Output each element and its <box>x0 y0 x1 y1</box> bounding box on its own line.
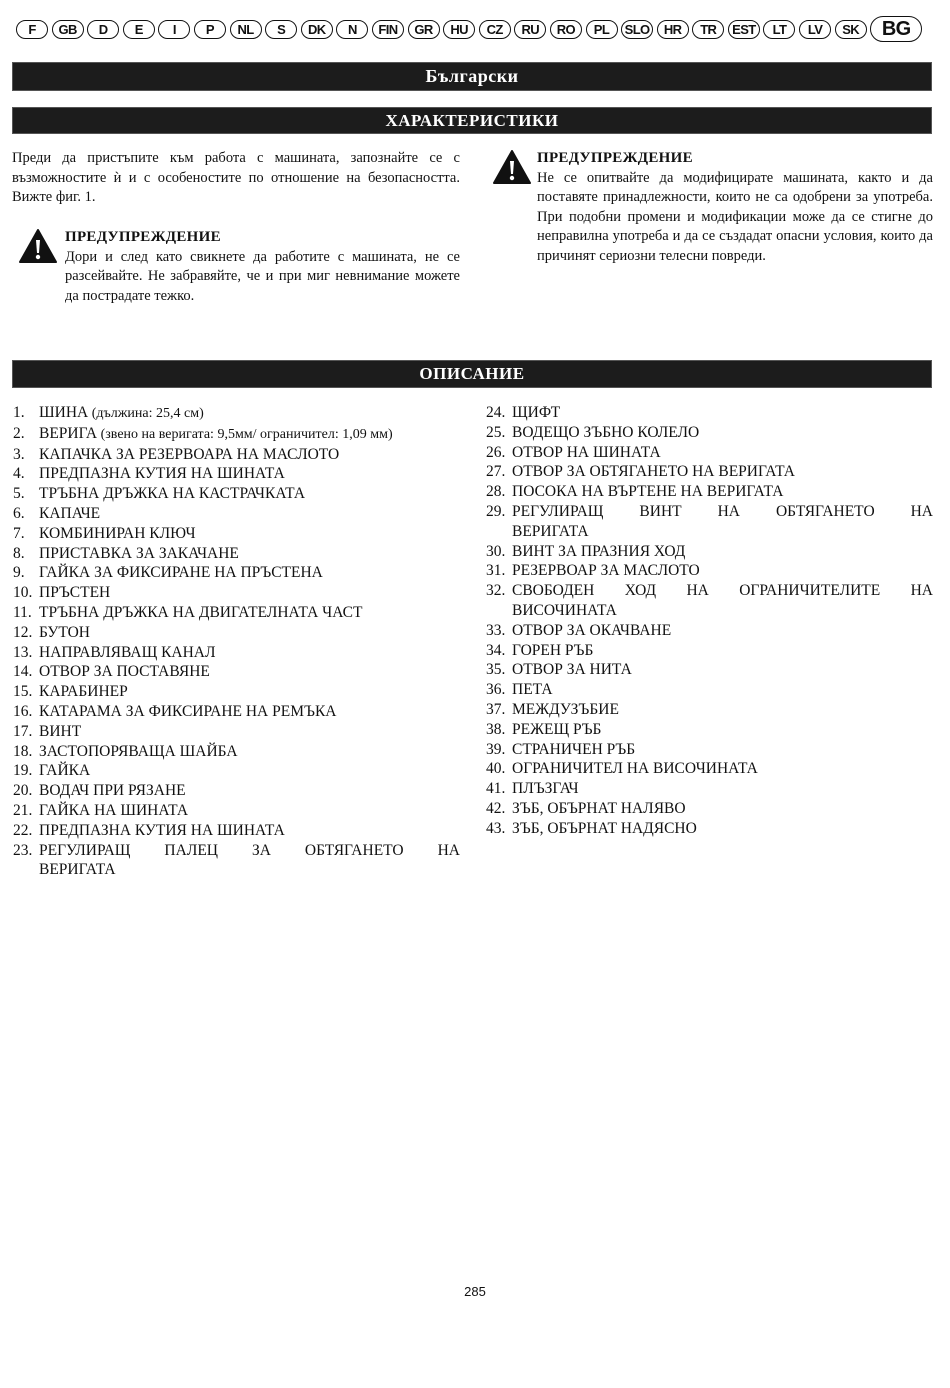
language-tab[interactable]: I <box>158 20 190 39</box>
warning-triangle-icon <box>18 228 58 264</box>
list-item: 32. СВОБОДЕН ХОД НА ОГРАНИЧИТЕЛИТЕ НА ВИСОЧИНАТА <box>486 582 933 619</box>
language-tab[interactable]: GB <box>52 20 84 39</box>
list-item: 11. ТРЪБНА ДРЪЖКА НА ДВИГАТЕЛНАТА ЧАСТ <box>13 603 363 621</box>
list-item: 10. ПРЪСТЕН <box>13 584 111 602</box>
list-item: 16. КАТАРАМА ЗА ФИКСИРАНЕ НА РЕМЪКА <box>13 702 337 720</box>
warning-text: Дори и след като свикнете да работите с машината, не се разсейвайте. Не забравяйте, че и при миг невнимание можете да пострадате тежко. <box>65 248 460 304</box>
list-item: 24. ЩИФТ <box>486 404 561 421</box>
language-tab[interactable]: RO <box>550 20 582 39</box>
language-tab-active[interactable]: BG <box>870 16 922 42</box>
list-item: 25. ВОДЕЩО ЗЪБНО КОЛЕЛО <box>486 423 700 441</box>
language-tab[interactable]: E <box>123 20 155 39</box>
language-tab[interactable]: F <box>16 20 48 39</box>
list-item: 18. ЗАСТОПОРЯВАЩА ШАЙБА <box>13 742 238 760</box>
language-selector <box>16 16 936 42</box>
list-item: 38. РЕЖЕЩ РЪБ <box>486 720 602 738</box>
list-item: 7. КОМБИНИРАН КЛЮЧ <box>13 524 196 542</box>
warning-block-1 <box>18 228 460 306</box>
list-item: 13. НАПРАВЛЯВАЩ КАНАЛ <box>13 643 216 661</box>
list-item: 17. ВИНТ <box>13 722 82 740</box>
list-item: 4. ПРЕДПАЗНА КУТИЯ НА ШИНАТА <box>13 465 285 483</box>
list-item: 22. ПРЕДПАЗНА КУТИЯ НА ШИНАТА <box>13 821 285 839</box>
list-item: 6. КАПАЧЕ <box>13 504 101 522</box>
section-heading-description: ОПИСАНИЕ <box>12 360 932 388</box>
parts-list-left <box>13 403 460 880</box>
list-item: 43. ЗЪБ, ОБЪРНАТ НАДЯСНО <box>486 819 697 837</box>
list-item: 1. ШИНА (дължина: 25,4 см) <box>13 404 204 421</box>
list-item: 23. РЕГУЛИРАЩ ПАЛЕЦ ЗА ОБТЯГАНЕТО НА ВЕРИГАТА <box>13 841 460 879</box>
language-tab[interactable]: DK <box>301 20 333 39</box>
language-title-banner: Български <box>12 62 932 91</box>
language-tab[interactable]: PL <box>586 20 618 39</box>
list-item: 14. ОТВОР ЗА ПОСТАВЯНЕ <box>13 663 210 681</box>
language-tab[interactable]: N <box>336 20 368 39</box>
list-item: 28. ПОСОКА НА ВЪРТЕНЕ НА ВЕРИГАТА <box>486 483 784 501</box>
list-item: 35. ОТВОР ЗА НИТА <box>486 661 632 679</box>
list-item: 37. МЕЖДУЗЪБИЕ <box>486 700 619 718</box>
list-item: 2. ВЕРИГА (звено на веригата: 9,5мм/ ограничител: 1,09 мм) <box>13 424 393 442</box>
list-item: 34. ГОРЕН РЪБ <box>486 641 594 659</box>
language-tab[interactable]: RU <box>514 20 546 39</box>
list-item: 30. ВИНТ ЗА ПРАЗНИЯ ХОД <box>486 542 686 560</box>
language-tab[interactable]: HU <box>443 20 475 39</box>
list-item: 26. ОТВОР НА ШИНАТА <box>486 443 661 461</box>
language-tab[interactable]: SK <box>835 20 867 39</box>
warning-block-2 <box>492 149 933 266</box>
list-item: 21. ГАЙКА НА ШИНАТА <box>13 801 189 819</box>
list-item: 20. ВОДАЧ ПРИ РЯЗАНЕ <box>13 782 186 800</box>
list-item: 3. КАПАЧКА ЗА РЕЗЕРВОАРА НА МАСЛОТО <box>13 445 340 463</box>
warning-text: Не се опитвайте да модифицирате машината, както и да поставяте принадлежности, които не са одобрени за употреба. При подобни промени и модификации може да се стигне до неправилна употреба и да се създадат опасни условия, които да причинят сериозни телесни повреди. <box>537 169 933 264</box>
language-tab[interactable]: GR <box>408 20 440 39</box>
list-item: 40. ОГРАНИЧИТЕЛ НА ВИСОЧИНАТА <box>486 760 758 778</box>
language-tab[interactable]: HR <box>657 20 689 39</box>
page-number: 285 <box>464 1284 486 1299</box>
language-tab[interactable]: P <box>194 20 226 39</box>
language-tab[interactable]: S <box>265 20 297 39</box>
list-item: 42. ЗЪБ, ОБЪРНАТ НАЛЯВО <box>486 799 686 817</box>
language-tab[interactable]: NL <box>230 20 262 39</box>
intro-paragraph: Преди да пристъпите към работа с машината, запознайте се с възможностите ѝ и с особеностите по отношение на безопасността. Вижте фиг. 1. <box>12 150 460 205</box>
list-item: 8. ПРИСТАВКА ЗА ЗАКАЧАНЕ <box>13 544 239 562</box>
list-item: 5. ТРЪБНА ДРЪЖКА НА КАСТРАЧКАТА <box>13 485 306 503</box>
list-item: 41. ПЛЪЗГАЧ <box>486 780 579 798</box>
warning-triangle-icon <box>492 149 532 185</box>
list-item: 29. РЕГУЛИРАЩ ВИНТ НА ОБТЯГАНЕТО НА ВЕРИГАТА <box>486 502 933 540</box>
language-tab[interactable]: EST <box>728 20 760 39</box>
warning-title: ПРЕДУПРЕЖДЕНИЕ <box>65 229 221 245</box>
parts-list-right <box>486 403 933 839</box>
list-item: 36. ПЕТА <box>486 681 553 699</box>
language-tab[interactable]: LV <box>799 20 831 39</box>
list-item: 31. РЕЗЕРВОАР ЗА МАСЛОТО <box>486 562 700 580</box>
list-item: 12. БУТОН <box>13 623 90 641</box>
language-tab[interactable]: SLO <box>621 20 653 39</box>
warning-title: ПРЕДУПРЕЖДЕНИЕ <box>537 150 693 166</box>
language-tab[interactable]: TR <box>692 20 724 39</box>
language-tab[interactable]: LT <box>763 20 795 39</box>
list-item: 15. КАРАБИНЕР <box>13 683 128 701</box>
language-tab[interactable]: FIN <box>372 20 404 39</box>
section-heading-features: ХАРАКТЕРИСТИКИ <box>12 107 932 134</box>
list-item: 39. СТРАНИЧЕН РЪБ <box>486 740 636 758</box>
list-item: 33. ОТВОР ЗА ОКАЧВАНЕ <box>486 621 672 639</box>
list-item: 19. ГАЙКА <box>13 762 91 780</box>
list-item: 27. ОТВОР ЗА ОБТЯГАНЕТО НА ВЕРИГАТА <box>486 463 795 481</box>
language-tab[interactable]: D <box>87 20 119 39</box>
language-tab[interactable]: CZ <box>479 20 511 39</box>
list-item: 9. ГАЙКА ЗА ФИКСИРАНЕ НА ПРЪСТЕНА <box>13 564 323 582</box>
